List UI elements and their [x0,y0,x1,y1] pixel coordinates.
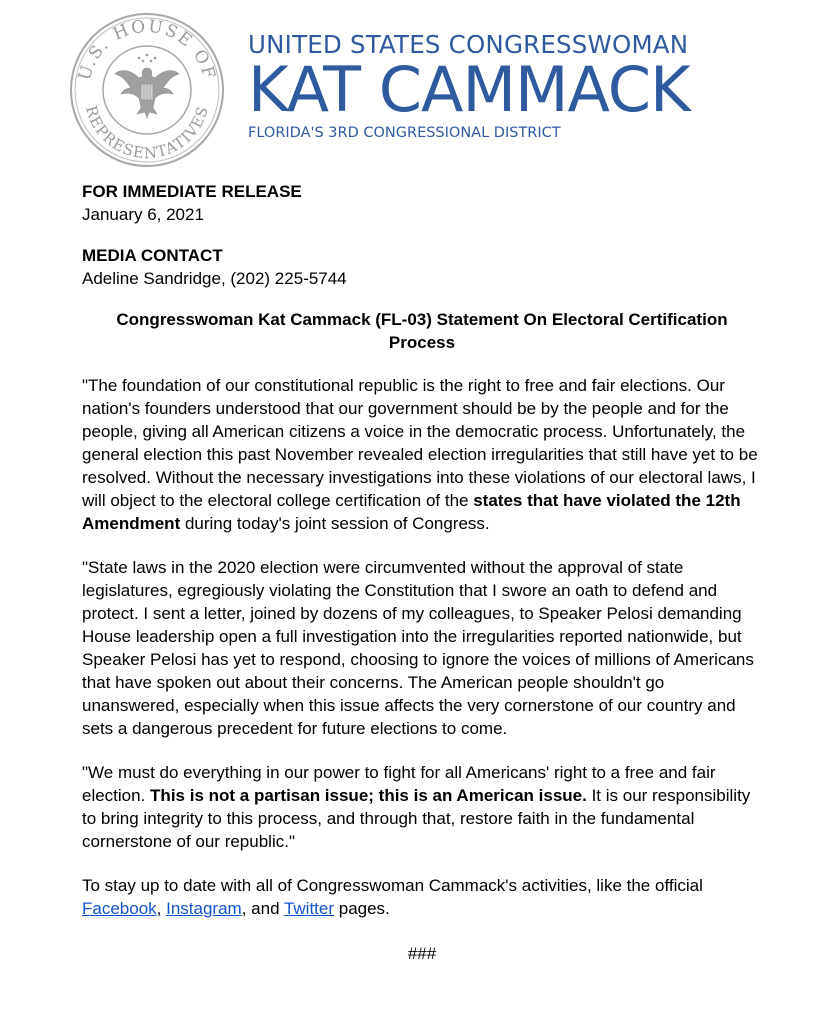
end-mark: ### [407,944,437,963]
paragraph-3-text: "We must do everything in our power to fight for all Americans' right to a free and fair election. [82,763,716,805]
paragraph-4-text: To stay up to date with all of Congresswoman Cammack's activities, like the official [82,876,703,895]
brand-district: FLORIDA'S 3RD CONGRESSIONAL DISTRICT [248,125,561,141]
media-contact-label: MEDIA CONTACT [82,246,223,265]
facebook-link[interactable]: Facebook [82,899,157,918]
instagram-link[interactable]: Instagram [166,899,242,918]
seal-text-bottom: REPRESENTATIVES [81,103,213,163]
paragraph-3-tail: It is our responsibility to bring integrity to this process, and through that, restore faith in the fundamental cornerstone of our republic." [82,786,751,851]
paragraph-3 [82,761,762,853]
media-contact-block [82,244,762,290]
house-seal-logo [67,8,227,168]
eagle-icon [115,68,179,118]
paragraph-2: "State laws in the 2020 election were circumvented without the approval of state legislatures, egregiously violating the Constitution that I swore an oath to defend and protect. I sent a letter, joined by dozens of my colleagues, to Speaker Pelosi demanding House leadership open a full investigation into the irregularities reported nationwide, but Speaker Pelosi has yet to respond, choosing to ignore the voices of millions of Americans that have spoken out about their concerns. The American people shouldn't go unanswered, especially when this issue affects the very cornerstone of our country and sets a dangerous precedent for future elections to come. [82,558,754,738]
media-contact-info: Adeline Sandridge, (202) 225-5744 [82,269,347,288]
paragraph-4 [82,874,762,920]
headline: Congresswoman Kat Cammack (FL-03) Statement On Electoral Certification Process [116,310,728,352]
link-separator: , [156,899,167,918]
release-label: FOR IMMEDIATE RELEASE [82,182,302,201]
seal-text-top: U.S. HOUSE OF [74,16,220,83]
brand-header [248,30,808,143]
brand-title-line: UNITED STATES CONGRESSWOMAN [248,30,689,59]
release-body [82,180,762,965]
twitter-link[interactable]: Twitter [283,899,335,918]
paragraph-1 [82,374,762,535]
paragraph-4-tail: pages. [334,899,390,918]
paragraph-1-text: "The foundation of our constitutional republic is the right to free and fair elections. Our nation's founders understood that our government should be by the people and for the people, giving all American citizens a voice in the democratic process. Unfortunately, the general election this past November revealed election irregularities that still have yet to be resolved. Without the necessary investigations into these violations of our electoral laws, I will object to the electoral college certification of the [82,376,758,510]
link-separator: , and [241,899,284,918]
release-block [82,180,762,226]
paragraph-1-tail: during today's joint session of Congress. [180,514,490,533]
paragraph-1-bold: states that have violated the 12th Amendment [82,491,741,533]
release-date: January 6, 2021 [82,205,204,224]
paragraph-3-bold: This is not a partisan issue; this is an American issue. [150,786,587,805]
brand-name: KAT CAMMACK [248,53,690,126]
